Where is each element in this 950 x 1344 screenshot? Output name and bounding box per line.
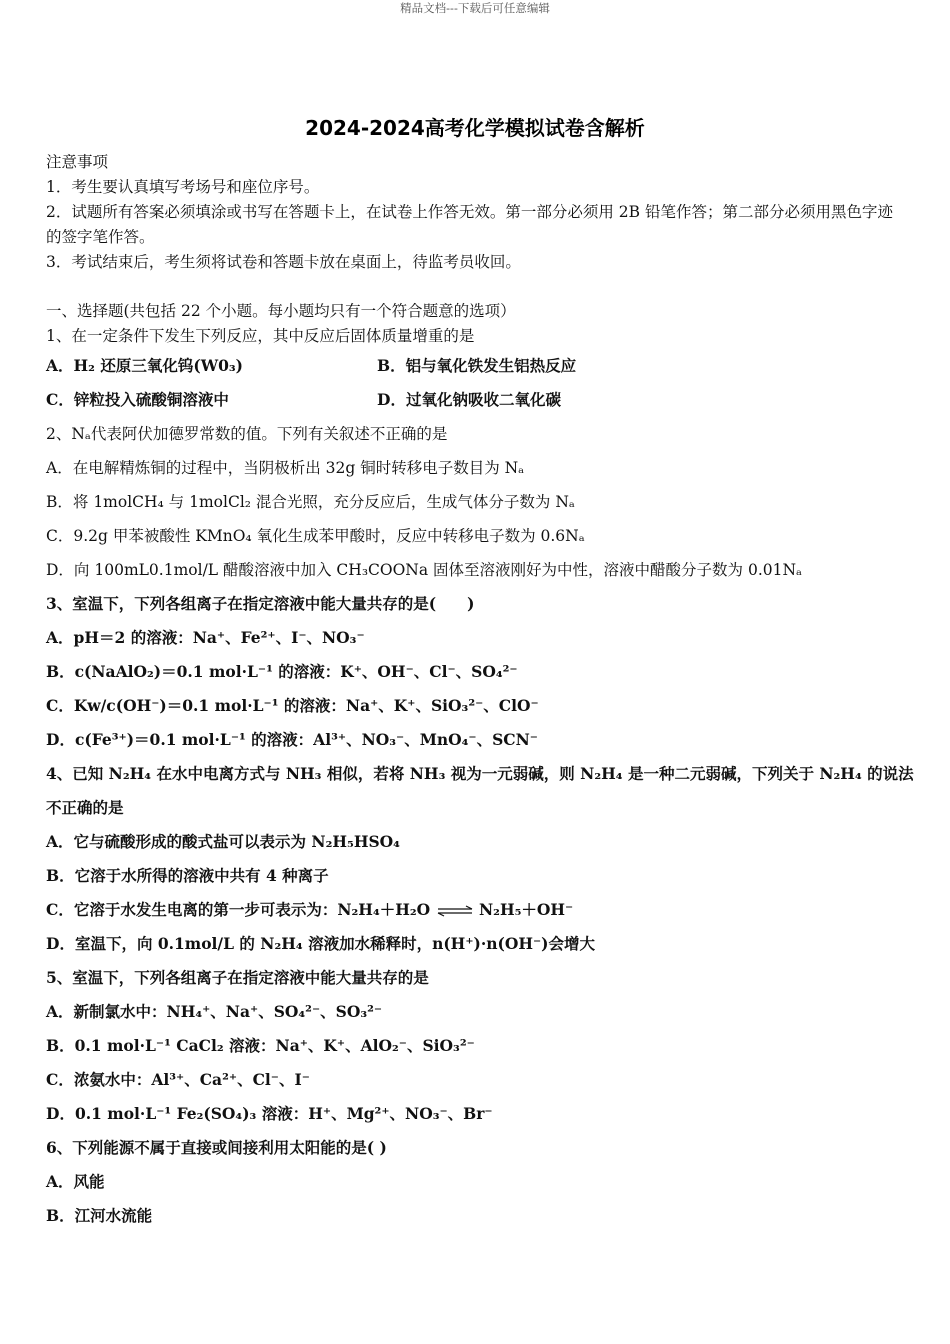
q5-option-b: B．0.1 mol·L⁻¹ CaCl₂ 溶液：Na⁺、K⁺、AlO₂⁻、SiO₃²⁻ (46, 1036, 475, 1055)
equilibrium-arrow-icon (436, 905, 474, 917)
q1-option-a: A．H₂ 还原三氧化钨(W0₃) (46, 356, 244, 375)
q1-stem: 1、在一定条件下发生下列反应，其中反应后固体质量增重的是 (46, 327, 475, 345)
q1-option-b: B．铝与氧化铁发生铝热反应 (377, 356, 577, 375)
q2-option-d: D．向 100mL0.1mol/L 醋酸溶液中加入 CH₃COONa 固体至溶液刚好为中性，溶液中醋酸分子数为 0.01Nₐ (46, 561, 803, 579)
q4-option-a: A．它与硫酸形成的酸式盐可以表示为 N₂H₅HSO₄ (46, 832, 400, 851)
notice-item-2: 2．试题所有答案必须填涂或书写在答题卡上，在试卷上作答无效。第一部分必须用 2B 铅笔作答；第二部分必须用黑色字迹的签字笔作答。 (46, 203, 893, 246)
q4-option-c-prefix: C．它溶于水发生电离的第一步可表示为：N₂H₄＋H₂O (46, 900, 431, 919)
page-header-watermark: 精品文档---下载后可任意编辑 (400, 1, 550, 15)
q6-option-b: B．江河水流能 (46, 1206, 153, 1225)
q3-option-d: D．c(Fe³⁺)＝0.1 mol·L⁻¹ 的溶液：Al³⁺、NO₃⁻、MnO₄⁻、SCN⁻ (46, 730, 538, 749)
q4-option-c (46, 893, 906, 927)
q5-option-d: D．0.1 mol·L⁻¹ Fe₂(SO₄)₃ 溶液：H⁺、Mg²⁺、NO₃⁻、Br⁻ (46, 1104, 493, 1123)
q2-option-c: C．9.2g 甲苯被酸性 KMnO₄ 氧化生成苯甲酸时，反应中转移电子数为 0.6Nₐ (46, 527, 585, 545)
section-heading: 一、选择题(共包括 22 个小题。每小题均只有一个符合题意的选项） (46, 302, 516, 320)
q5-option-c: C．浓氨水中：Al³⁺、Ca²⁺、Cl⁻、I⁻ (46, 1070, 310, 1089)
q6-stem: 6、下列能源不属于直接或间接利用太阳能的是( ) (46, 1138, 387, 1157)
q3-option-b: B．c(NaAlO₂)＝0.1 mol·L⁻¹ 的溶液：K⁺、OH⁻、Cl⁻、SO₄²⁻ (46, 662, 518, 681)
q4-stem-line-2: 不正确的是 (46, 798, 124, 817)
q3-option-a: A．pH＝2 的溶液：Na⁺、Fe²⁺、I⁻、NO₃⁻ (46, 628, 365, 647)
exam-title: 2024-2024高考化学模拟试卷含解析 (305, 116, 645, 140)
notice-item-1: 1．考生要认真填写考场号和座位序号。 (46, 178, 320, 196)
q1-option-d: D．过氧化钠吸收二氧化碳 (377, 390, 561, 409)
q5-stem: 5、室温下，下列各组离子在指定溶液中能大量共存的是 (46, 968, 429, 987)
q2-stem: 2、Nₐ代表阿伏加德罗常数的值。下列有关叙述不正确的是 (46, 425, 448, 443)
q1-option-c: C．锌粒投入硫酸铜溶液中 (46, 390, 229, 409)
q6-option-a: A．风能 (46, 1172, 105, 1191)
q1-options-row-1 (46, 349, 906, 383)
q2-option-a: A．在电解精炼铜的过程中，当阴极析出 32g 铜时转移电子数目为 Nₐ (46, 459, 525, 477)
notice-item-3: 3．考试结束后，考生须将试卷和答题卡放在桌面上，待监考员收回。 (46, 253, 521, 271)
q1-options-row-2 (46, 383, 906, 417)
exam-content (46, 150, 914, 1233)
q3-stem: 3、室温下，下列各组离子在指定溶液中能大量共存的是( ) (46, 594, 475, 613)
q2-option-b: B．将 1molCH₄ 与 1molCl₂ 混合光照，充分反应后，生成气体分子数为 Nₐ (46, 493, 575, 511)
q4-option-b: B．它溶于水所得的溶液中共有 4 种离子 (46, 866, 329, 885)
q3-option-c: C．Kw/c(OH⁻)＝0.1 mol·L⁻¹ 的溶液：Na⁺、K⁺、SiO₃²⁻、ClO⁻ (46, 696, 539, 715)
q4-stem-line-1: 4、已知 N₂H₄ 在水中电离方式与 NH₃ 相似，若将 NH₃ 视为一元弱碱，则 N₂H₄ 是一种二元弱碱，下列关于 N₂H₄ 的说法 (46, 764, 914, 783)
q4-option-d: D．室温下，向 0.1mol/L 的 N₂H₄ 溶液加水稀释时，n(H⁺)·n(OH⁻)会增大 (46, 934, 595, 953)
q4-option-c-suffix: N₂H₅＋OH⁻ (478, 900, 574, 919)
q5-option-a: A．新制氯水中：NH₄⁺、Na⁺、SO₄²⁻、SO₃²⁻ (46, 1002, 383, 1021)
notice-heading: 注意事项 (46, 153, 109, 171)
